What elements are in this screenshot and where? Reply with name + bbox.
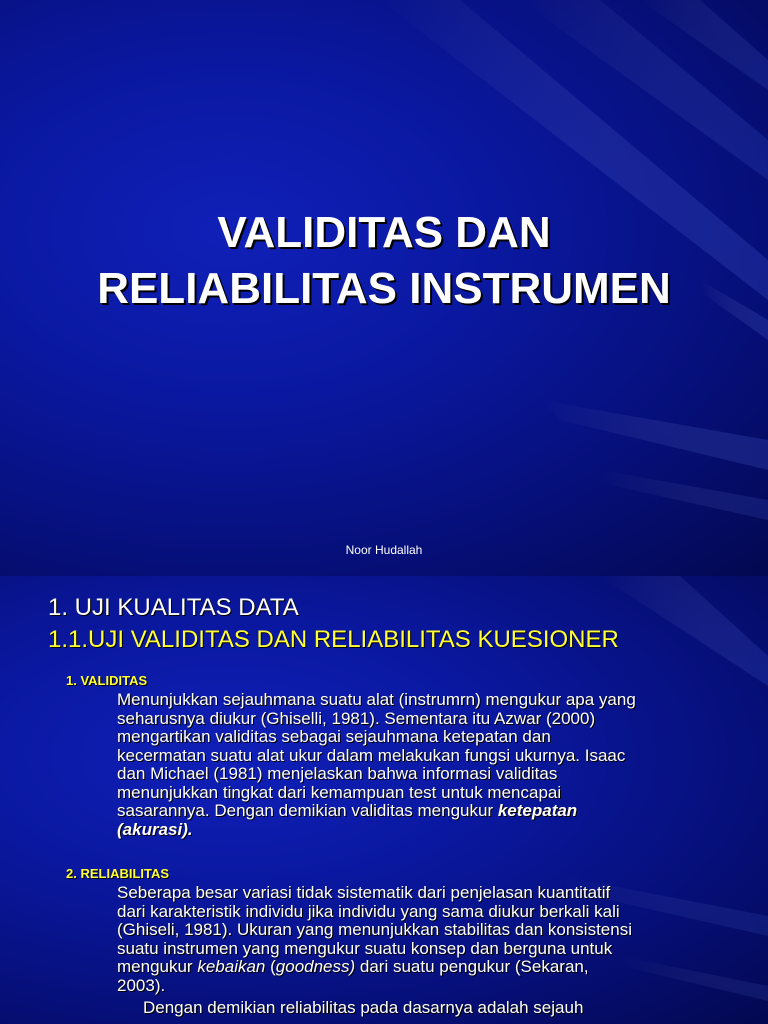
text-line: dari karakteristik individu jika individu yang sama diukur berkali kali: [117, 901, 620, 921]
text-line: [117, 802, 717, 821]
text-line: (Ghiseli, 1981). Ukuran yang menunjukkan stabilitas dan konsistensi: [117, 920, 632, 939]
text-line: seharusnya diukur (Ghiselli, 1981). Sementara itu Azwar (2000): [117, 708, 596, 728]
heading-uji-kualitas-data: 1. UJI KUALITAS DATA: [48, 594, 299, 621]
label-reliabilitas: 2. RELIABILITAS: [66, 866, 170, 881]
text-line: Menunjukkan sejauhmana suatu alat (instrumrn) mengukur apa yang: [117, 690, 636, 709]
text-line: suatu instrumen yang mengukur suatu konsep dan berguna untuk: [117, 938, 613, 958]
label-validitas: 1. VALIDITAS: [66, 673, 148, 688]
emphasis-goodness: goodness): [275, 957, 356, 976]
title-line-2: RELIABILITAS INSTRUMEN: [97, 264, 671, 313]
author-name: Noor Hudallah: [345, 543, 423, 557]
text-line: 2003).: [117, 975, 166, 995]
emphasis-ketepatan: ketepatan: [497, 801, 578, 820]
text-line: [117, 958, 717, 977]
paragraph-validitas: [117, 691, 717, 839]
emphasis-kebaikan: kebaikan: [197, 957, 266, 976]
text-fragment: dari suatu pengukur (Sekaran,: [355, 957, 589, 976]
slide-title: [0, 205, 768, 317]
emphasis-akurasi: (akurasi).: [117, 819, 193, 839]
text-line: kecermatan suatu alat ukur dalam melakukan fungsi ukurnya. Isaac: [117, 745, 626, 765]
text-fragment: mengukur: [117, 957, 198, 976]
text-fragment: (: [265, 957, 276, 976]
text-line: mengartikan validitas sebagai sejauhmana ketepatan dan: [117, 727, 551, 746]
text-line: Dengan demikian reliabilitas pada dasarnya adalah sejauh: [143, 998, 584, 1017]
text-line: dan Michael (1981) menjelaskan bahwa informasi validitas: [117, 764, 558, 783]
text-fragment: sasarannya. Dengan demikian validitas mengukur: [117, 801, 498, 820]
text-line: menunjukkan tingkat dari kemampuan test untuk mencapai: [117, 782, 562, 802]
paragraph-reliabilitas: [117, 884, 717, 1018]
heading-uji-validitas: 1.1.UJI VALIDITAS DAN RELIABILITAS KUESIONER: [48, 626, 619, 653]
text-line: Seberapa besar variasi tidak sistematik dari penjelasan kuantitatif: [117, 883, 611, 902]
text-line: [117, 821, 717, 840]
title-line-1: VALIDITAS DAN: [217, 208, 551, 257]
